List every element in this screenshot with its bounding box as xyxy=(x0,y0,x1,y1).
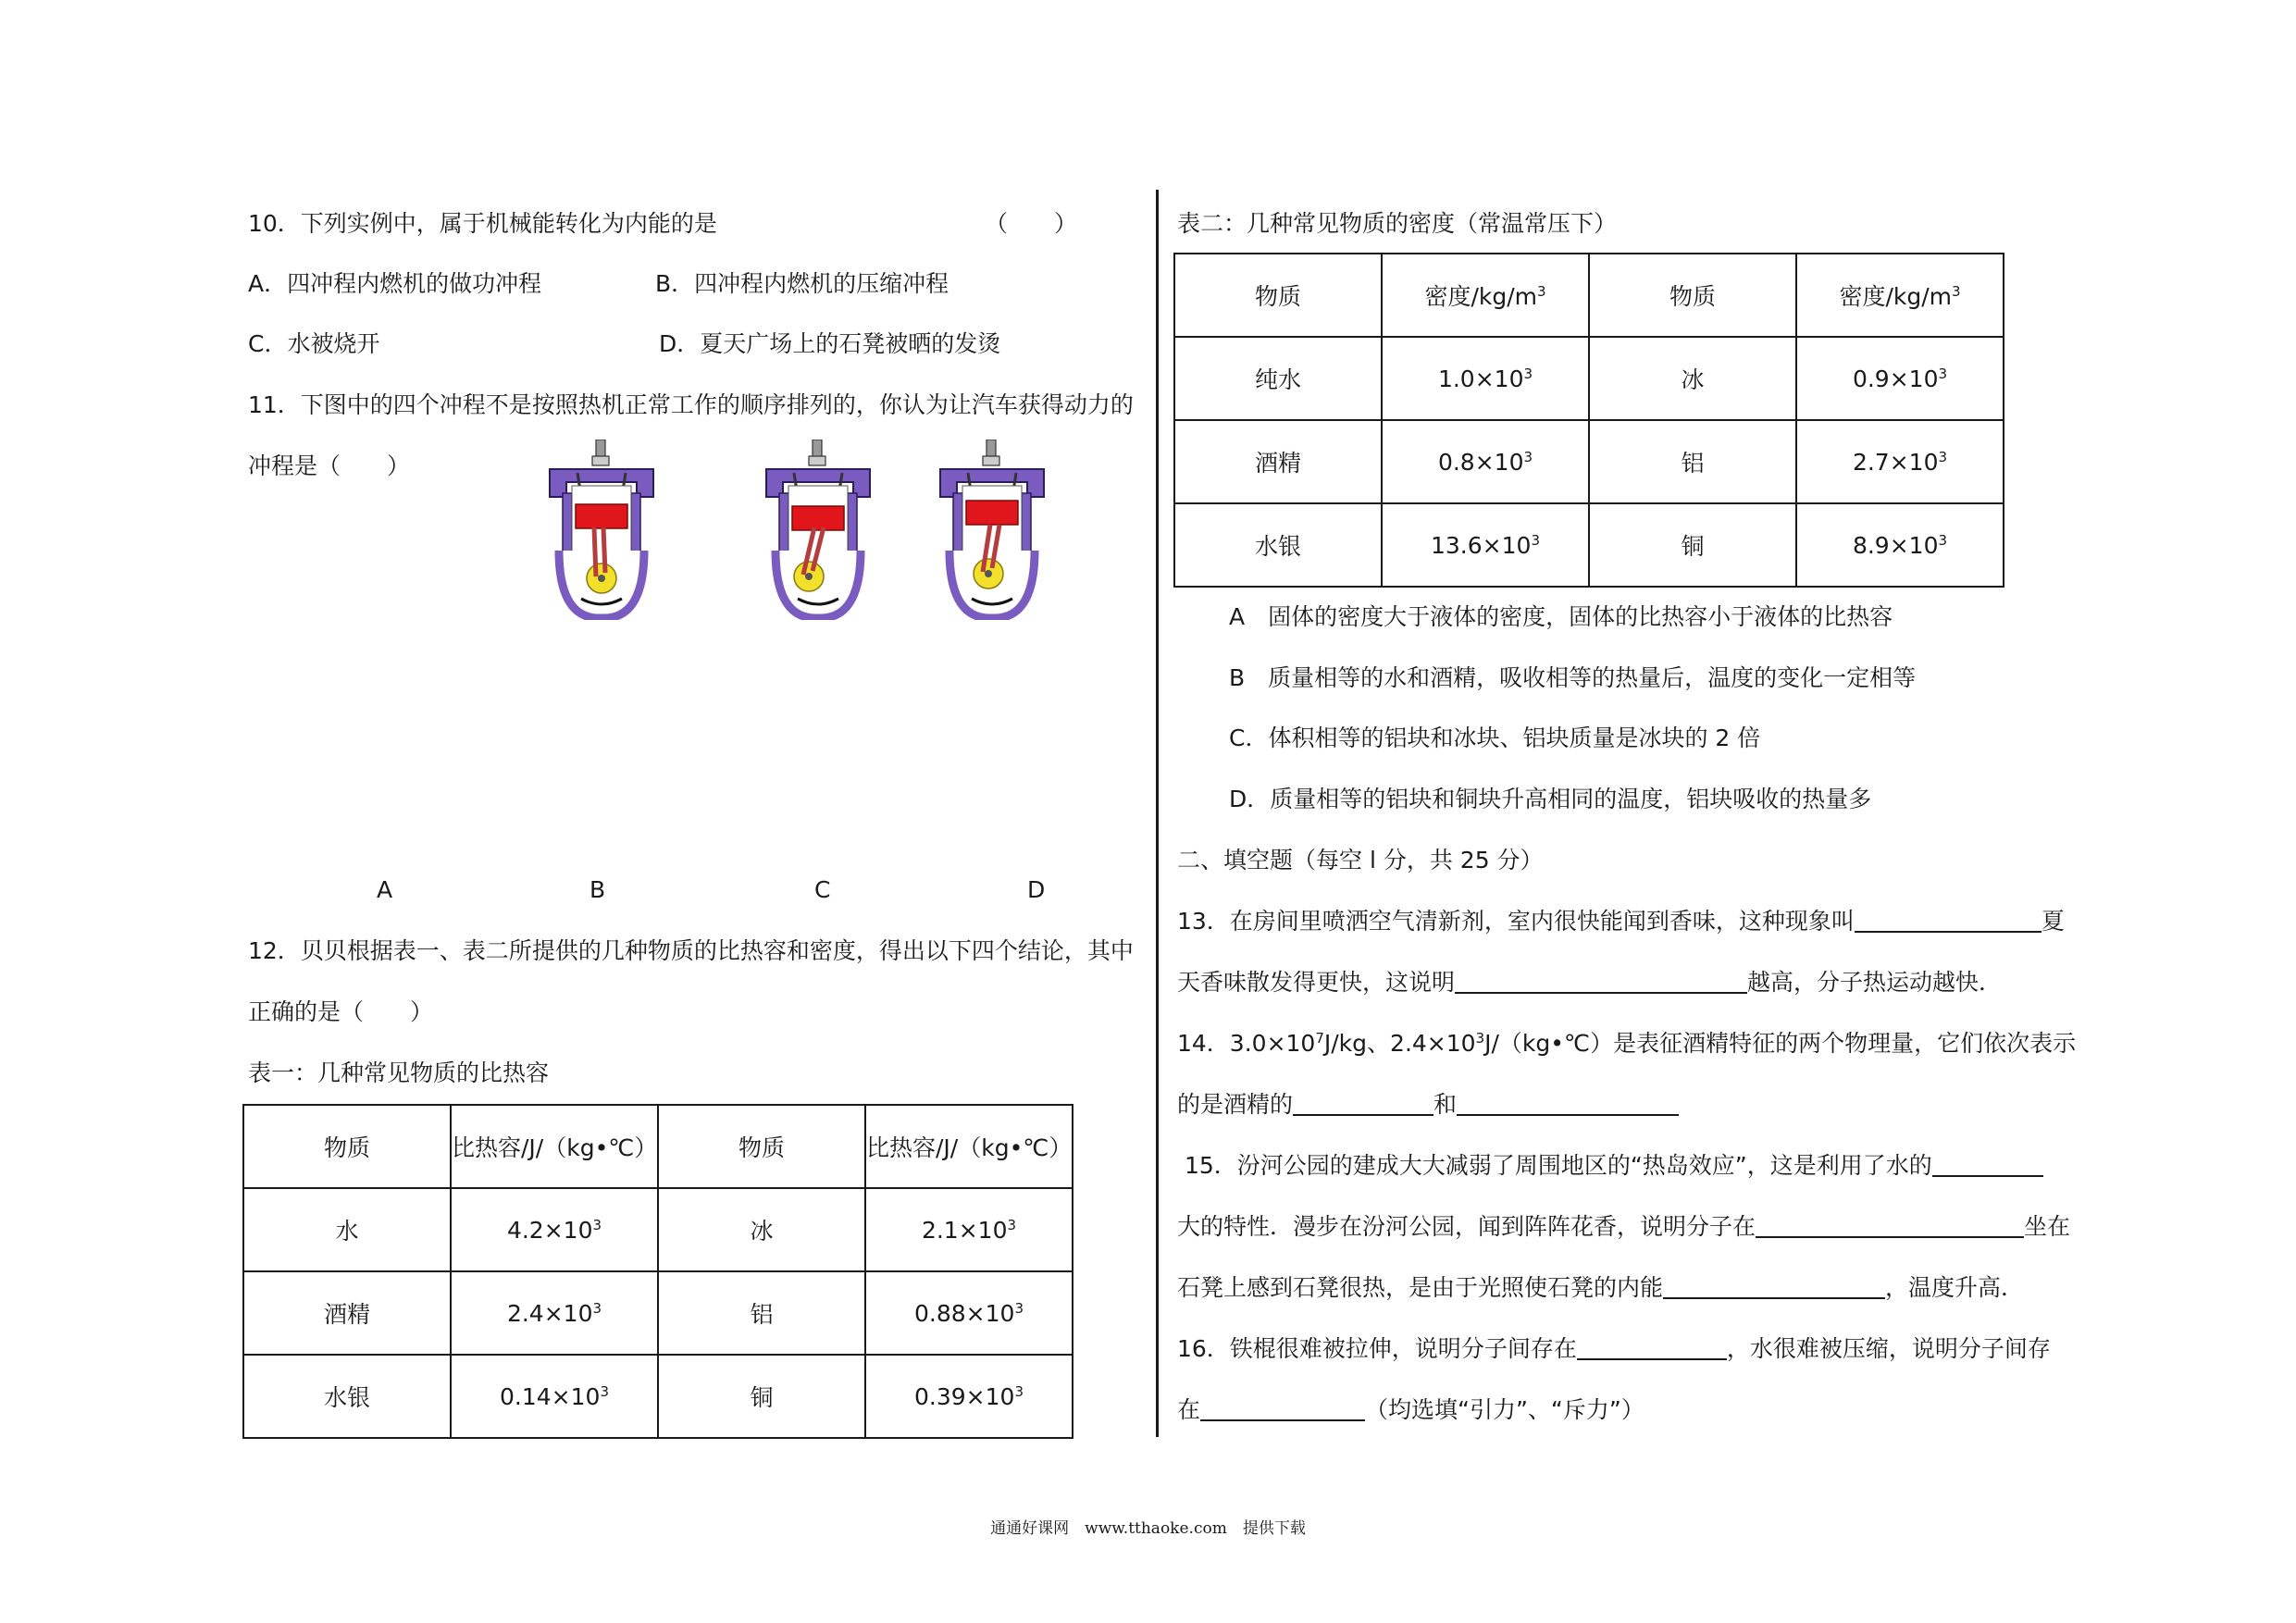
engine-diagram-c xyxy=(935,440,1049,620)
table-row xyxy=(1174,503,2004,587)
engine-label-b: B xyxy=(590,876,606,903)
connecting-rod xyxy=(594,527,596,576)
table2-cell: 冰 xyxy=(1589,337,1796,420)
table1-header: 比热容/J/（kg•℃） xyxy=(865,1105,1073,1188)
table1-cell: 水银 xyxy=(243,1355,451,1438)
q12-line1: 12．贝贝根据表一、表二所提供的几种物质的比热容和密度，得出以下四个结论，其中 xyxy=(248,937,1134,964)
q13-line1: 13．在房间里喷洒空气清新剂，室内很快能闻到香味，这种现象叫 夏 xyxy=(1177,908,2065,935)
table1-cell: $2.1\times 10^3$ xyxy=(865,1188,1073,1271)
q11-line1: 11．下图中的四个冲程不是按照热机正常工作的顺序排列的，你认为让汽车获得动力的 xyxy=(248,391,1134,418)
q10-option-a: A．四冲程内燃机的做功冲程 xyxy=(248,270,542,297)
q10-option-b: B．四冲程内燃机的压缩冲程 xyxy=(655,270,949,297)
engine-label-a: A xyxy=(377,876,393,903)
q12-line2: 正确的是（ ） xyxy=(248,998,434,1025)
table2-cell: $0.8\times 10^3$ xyxy=(1382,420,1589,503)
table-row xyxy=(1174,420,2004,503)
spark-plug-icon xyxy=(987,440,996,458)
q15-line2: 大的特性．漫步在汾河公园，闻到阵阵花香，说明分子在 坐在 xyxy=(1177,1213,2071,1240)
q15-blank-2[interactable] xyxy=(1756,1212,2024,1238)
q14-line2: 的是酒精的 和 xyxy=(1177,1089,1679,1121)
q12-option-a: A 固体的密度大于液体的密度，固体的比热容小于液体的比热容 xyxy=(1229,603,1893,630)
table2-header: 密度$/kg/m^3$ xyxy=(1796,254,2004,337)
table2-header: 物质 xyxy=(1589,254,1796,337)
q14-blank-1[interactable] xyxy=(1293,1090,1433,1116)
q16-blank-2[interactable] xyxy=(1200,1395,1365,1421)
q16-line1: 16．铁棍很难被拉伸，说明分子间存在 ，水很难被压缩，说明分子间存 xyxy=(1177,1335,2051,1362)
table1-cell: $0.14\times 10^3$ xyxy=(451,1355,658,1438)
engine-label-c: C xyxy=(814,876,831,903)
engine-label-d: D xyxy=(1027,876,1046,903)
q15-line1: 15．汾河公园的建成大大减弱了周围地区的“热岛效应”，这是利用了水的 xyxy=(1185,1150,2043,1182)
q15-blank-3[interactable] xyxy=(1663,1273,1885,1299)
table1-cell: 铜 xyxy=(658,1355,865,1438)
q10-paren: （ ） xyxy=(985,210,1078,237)
table1-header: 物质 xyxy=(243,1105,451,1188)
q10-option-d: D．夏天广场上的石凳被晒的发烫 xyxy=(659,330,1001,357)
table2-cell: $0.9\times 10^3$ xyxy=(1796,337,2004,420)
q12-option-d: D．质量相等的铝块和铜块升高相同的温度，铝块吸收的热量多 xyxy=(1229,786,1872,812)
table2-header: 密度$/kg/m^3$ xyxy=(1382,254,1589,337)
spark-plug-icon xyxy=(813,440,822,458)
table-row xyxy=(243,1355,1073,1438)
table1-cell: 冰 xyxy=(658,1188,865,1271)
piston xyxy=(576,504,627,528)
density-table xyxy=(1173,253,2004,588)
footer-source: 通通好课网 www.tthaoke.com 提供下载 xyxy=(990,1519,1306,1538)
table1-header: 物质 xyxy=(658,1105,865,1188)
q12-option-b: B 质量相等的水和酒精，吸收相等的热量后，温度的变化一定相等 xyxy=(1229,664,1917,691)
table1-cell: 酒精 xyxy=(243,1271,451,1355)
table1-header: 比热容/J/（kg•℃） xyxy=(451,1105,658,1188)
table2-cell: 铜 xyxy=(1589,503,1796,587)
table-row xyxy=(243,1271,1073,1355)
piston xyxy=(966,501,1018,525)
q16-blank-1[interactable] xyxy=(1577,1334,1727,1360)
table2-cell: $2.7\times 10^3$ xyxy=(1796,420,2004,503)
table2-cell: 酒精 xyxy=(1174,420,1382,503)
column-divider xyxy=(1156,190,1159,1437)
specific-heat-table xyxy=(242,1104,1074,1439)
q14-blank-2[interactable] xyxy=(1457,1090,1679,1116)
table2-cell: 纯水 xyxy=(1174,337,1382,420)
table1-cell: 水 xyxy=(243,1188,451,1271)
table1-cell: 铝 xyxy=(658,1271,865,1355)
table2-cell: $1.0\times 10^3$ xyxy=(1382,337,1589,420)
q11-line2: 冲程是（ ） xyxy=(248,452,411,479)
q10-stem: 10．下列实例中，属于机械能转化为内能的是 xyxy=(248,210,717,237)
table-row xyxy=(1174,337,2004,420)
piston xyxy=(792,506,844,530)
q14-line1: 14．$3.0\times 10^7J/kg$、$2.4\times 10^3J/(kg•℃)$是表征酒精特征的两个物理量，它们依次表示 xyxy=(1177,1030,2077,1057)
q15-line3: 石凳上感到石凳很热，是由于光照使石凳的内能 ，温度升高． xyxy=(1177,1274,2025,1301)
engine-diagram-b xyxy=(761,440,875,620)
table1-cell: $4.2\times 10^3$ xyxy=(451,1188,658,1271)
q13-blank-2[interactable] xyxy=(1455,968,1747,994)
table2-cell: $13.6\times 10^3$ xyxy=(1382,503,1589,587)
table2-caption: 表二：几种常见物质的密度（常温常压下） xyxy=(1177,210,1618,237)
engine-diagram-a xyxy=(544,440,659,620)
table2-cell: 水银 xyxy=(1174,503,1382,587)
q13-blank-1[interactable] xyxy=(1855,907,2042,933)
q15-blank-1[interactable] xyxy=(1932,1151,2043,1177)
table-row xyxy=(243,1188,1073,1271)
table1-caption: 表一：几种常见物质的比热容 xyxy=(248,1059,550,1086)
table1-cell: $0.88\times 10^3$ xyxy=(865,1271,1073,1355)
spark-plug-icon xyxy=(596,440,605,458)
table1-cell: $2.4\times 10^3$ xyxy=(451,1271,658,1355)
q13-line2: 天香味散发得更快，这说明 越高，分子热运动越快． xyxy=(1177,969,2003,996)
q12-option-c: C．体积相等的铝块和冰块、铝块质量是冰块的 2 倍 xyxy=(1229,725,1761,751)
q10-option-c: C．水被烧开 xyxy=(248,330,380,357)
q16-line2: 在 （均选填“引力”、“斥力”） xyxy=(1177,1396,1644,1423)
table2-cell: $8.9\times 10^3$ xyxy=(1796,503,2004,587)
table1-cell: $0.39\times 10^3$ xyxy=(865,1355,1073,1438)
table2-header: 物质 xyxy=(1174,254,1382,337)
table2-cell: 铝 xyxy=(1589,420,1796,503)
section-heading-fill-in: 二、填空题（每空 l 分，共 25 分） xyxy=(1177,847,1544,873)
